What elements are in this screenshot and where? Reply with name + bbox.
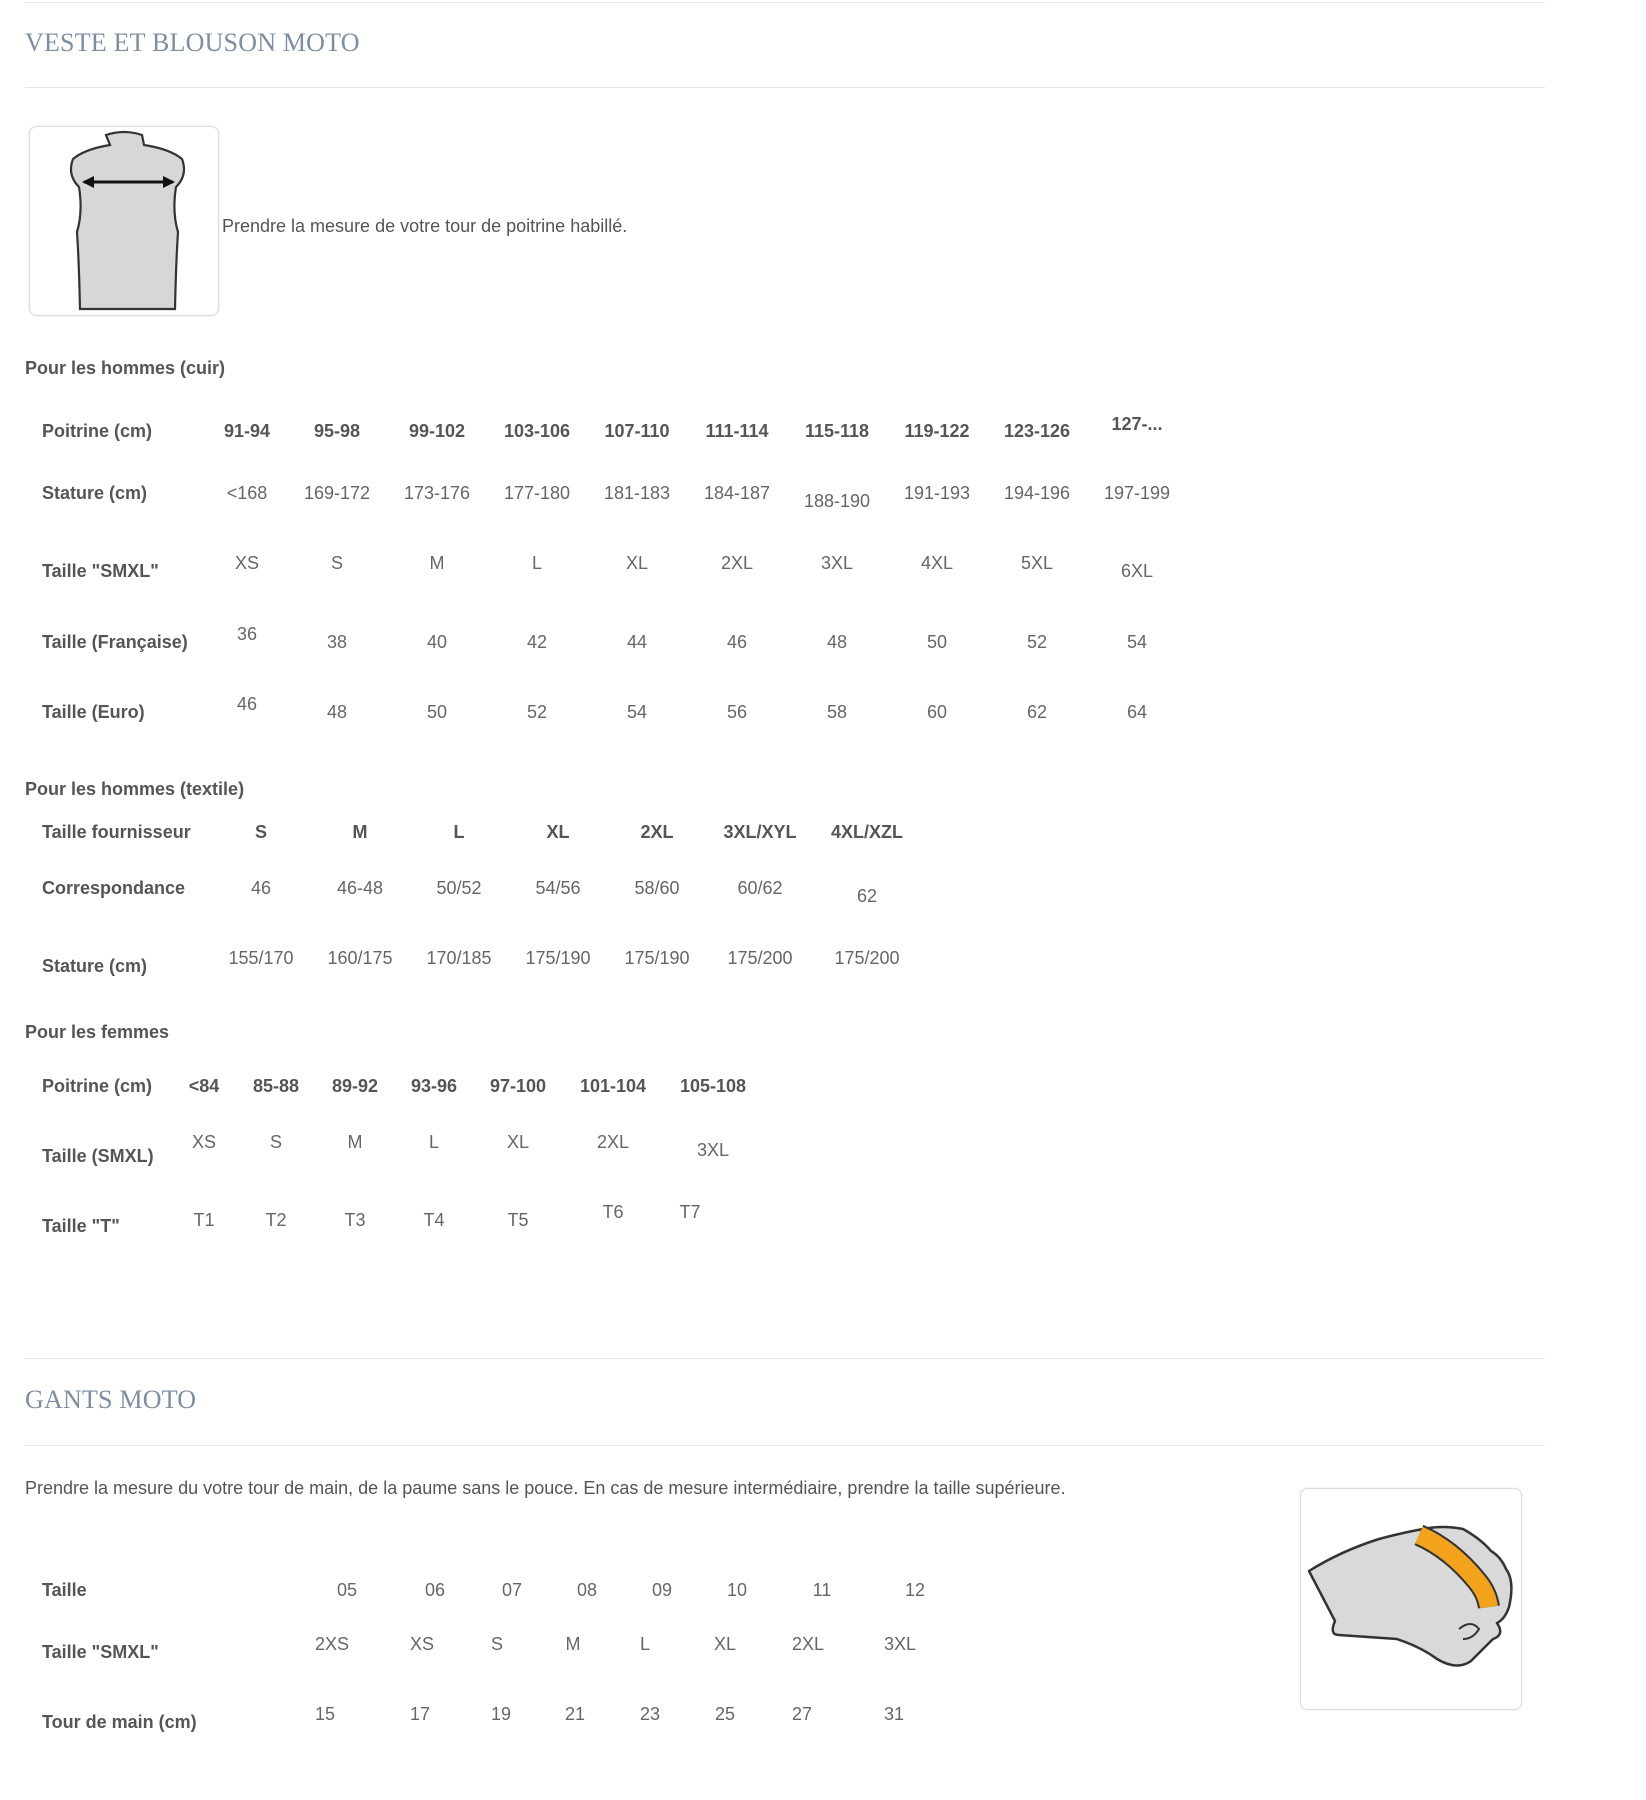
table-cell: 54 <box>1126 632 1148 652</box>
table-cell: T5 <box>507 1210 529 1230</box>
men-textile-title: Pour les hommes (textile) <box>25 779 245 799</box>
table-cell: 17 <box>409 1704 431 1724</box>
table-cell: 169-172 <box>303 483 371 503</box>
table-cell: 50 <box>926 632 948 652</box>
gloves-instruction: Prendre la mesure du votre tour de main, de la paume sans le pouce. En cas de mesure intermédiaire, prendre la taille supérieure. <box>25 1478 1066 1498</box>
table-cell: 12 <box>904 1580 926 1600</box>
table-cell: 103-106 <box>503 421 571 441</box>
table-cell: 115-118 <box>804 421 870 441</box>
row-label-correspondence: Correspondance <box>42 878 186 898</box>
table-cell: L <box>639 1634 651 1654</box>
men-leather-title: Pour les hommes (cuir) <box>25 358 226 378</box>
table-cell: 23 <box>639 1704 661 1724</box>
table-cell: 6XL <box>1120 561 1154 581</box>
table-cell: 175/190 <box>525 948 591 968</box>
table-cell: 2XL <box>720 553 754 573</box>
table-cell: 3XL/XYL <box>723 822 797 842</box>
table-cell: 188-190 <box>803 491 871 511</box>
table-cell: M <box>347 1132 363 1152</box>
row-label-supplier-size: Taille fournisseur <box>42 822 191 842</box>
table-cell: 10 <box>726 1580 748 1600</box>
women-title: Pour les femmes <box>25 1022 170 1042</box>
table-cell: 06 <box>424 1580 446 1600</box>
table-cell: 15 <box>314 1704 336 1724</box>
table-cell: 62 <box>1026 702 1048 722</box>
table-cell: 127-... <box>1111 414 1163 434</box>
table-cell: L <box>531 553 543 573</box>
table-cell: 46-48 <box>336 878 384 898</box>
table-cell: L <box>453 822 465 842</box>
row-label-smxl: Taille (SMXL) <box>42 1146 154 1166</box>
table-cell: 105-108 <box>679 1076 747 1096</box>
table-cell: 85-88 <box>252 1076 300 1096</box>
table-cell: 2XL <box>596 1132 630 1152</box>
hand-measure-image <box>1300 1488 1522 1710</box>
table-cell: 97-100 <box>489 1076 547 1096</box>
table-cell: 36 <box>236 624 258 644</box>
table-cell: 175/200 <box>834 948 900 968</box>
table-cell: 54/56 <box>535 878 581 898</box>
row-label-stature: Stature (cm) <box>42 483 148 503</box>
table-cell: 44 <box>626 632 648 652</box>
table-cell: XL <box>506 1132 530 1152</box>
table-cell: 05 <box>336 1580 358 1600</box>
table-cell: 46 <box>726 632 748 652</box>
table-cell: 177-180 <box>503 483 571 503</box>
row-label-chest: Poitrine (cm) <box>42 1076 153 1096</box>
table-cell: 181-183 <box>603 483 671 503</box>
table-cell: 11 <box>812 1580 832 1600</box>
table-cell: 21 <box>564 1704 586 1724</box>
table-cell: M <box>565 1634 581 1654</box>
hand-measure-icon <box>1301 1489 1521 1709</box>
table-cell: 58 <box>826 702 848 722</box>
table-cell: 46 <box>236 694 258 714</box>
table-cell: 99-102 <box>408 421 466 441</box>
row-label-smxl: Taille "SMXL" <box>42 561 159 581</box>
table-cell: <168 <box>226 483 268 503</box>
table-cell: 2XL <box>791 1634 825 1654</box>
table-cell: <84 <box>188 1076 220 1096</box>
gloves-title-divider <box>25 1445 1545 1446</box>
table-cell: 91-94 <box>223 421 271 441</box>
table-cell: 38 <box>326 632 348 652</box>
table-cell: 48 <box>326 702 348 722</box>
table-cell: 60 <box>926 702 948 722</box>
table-cell: 42 <box>526 632 548 652</box>
jacket-title-divider <box>25 87 1545 88</box>
table-cell: XL <box>625 553 649 573</box>
row-label-fr: Taille (Française) <box>42 632 188 652</box>
table-cell: 155/170 <box>228 948 294 968</box>
table-cell: 160/175 <box>327 948 393 968</box>
table-cell: 64 <box>1126 702 1148 722</box>
table-cell: 25 <box>714 1704 736 1724</box>
table-cell: 2XS <box>314 1634 350 1654</box>
table-cell: T6 <box>602 1202 624 1222</box>
table-cell: 4XL/XZL <box>830 822 904 842</box>
table-cell: 123-126 <box>1003 421 1071 441</box>
table-cell: T1 <box>193 1210 215 1230</box>
table-cell: 191-193 <box>903 483 971 503</box>
table-cell: 27 <box>791 1704 813 1724</box>
table-cell: 19 <box>490 1704 512 1724</box>
table-cell: 3XL <box>883 1634 917 1654</box>
table-cell: T4 <box>423 1210 445 1230</box>
row-label-t-size: Taille "T" <box>42 1216 120 1236</box>
table-cell: M <box>429 553 445 573</box>
table-cell: M <box>352 822 368 842</box>
table-cell: 31 <box>883 1704 905 1724</box>
table-cell: S <box>330 553 344 573</box>
table-cell: L <box>428 1132 440 1152</box>
table-cell: 89-92 <box>331 1076 379 1096</box>
table-cell: 48 <box>826 632 848 652</box>
table-cell: S <box>269 1132 283 1152</box>
table-cell: 93-96 <box>410 1076 458 1096</box>
table-cell: XS <box>234 553 260 573</box>
table-cell: 194-196 <box>1003 483 1071 503</box>
row-label-size: Taille <box>42 1580 87 1600</box>
table-cell: 197-199 <box>1103 483 1171 503</box>
table-cell: 08 <box>576 1580 598 1600</box>
row-label-euro: Taille (Euro) <box>42 702 145 722</box>
table-cell: 50 <box>426 702 448 722</box>
table-cell: 4XL <box>920 553 954 573</box>
table-cell: 173-176 <box>403 483 471 503</box>
row-label-smxl: Taille "SMXL" <box>42 1642 159 1662</box>
top-divider <box>25 2 1545 3</box>
table-cell: 175/200 <box>727 948 793 968</box>
table-cell: T7 <box>679 1202 701 1222</box>
table-cell: 46 <box>250 878 272 898</box>
table-cell: 09 <box>651 1580 673 1600</box>
table-cell: T3 <box>344 1210 366 1230</box>
table-cell: XL <box>713 1634 737 1654</box>
torso-chest-measure-icon <box>30 127 218 315</box>
row-label-hand-circ: Tour de main (cm) <box>42 1712 197 1732</box>
table-cell: XS <box>191 1132 217 1152</box>
row-label-chest: Poitrine (cm) <box>42 421 153 441</box>
table-cell: 101-104 <box>579 1076 647 1096</box>
table-cell: 56 <box>726 702 748 722</box>
table-cell: 3XL <box>696 1140 730 1160</box>
table-cell: T2 <box>265 1210 287 1230</box>
table-cell: 52 <box>526 702 548 722</box>
table-cell: 58/60 <box>634 878 680 898</box>
table-cell: 95-98 <box>313 421 361 441</box>
table-cell: 52 <box>1026 632 1048 652</box>
table-cell: 170/185 <box>426 948 492 968</box>
table-cell: S <box>254 822 268 842</box>
gloves-top-divider <box>25 1358 1545 1359</box>
table-cell: 3XL <box>820 553 854 573</box>
table-cell: 60/62 <box>737 878 783 898</box>
table-cell: XS <box>409 1634 435 1654</box>
table-cell: 07 <box>501 1580 523 1600</box>
table-cell: 5XL <box>1020 553 1054 573</box>
jacket-section-title: VESTE ET BLOUSON MOTO <box>25 28 360 57</box>
table-cell: S <box>490 1634 504 1654</box>
jacket-instruction: Prendre la mesure de votre tour de poitrine habillé. <box>222 216 628 236</box>
table-cell: 62 <box>856 886 878 906</box>
table-cell: 2XL <box>640 822 674 842</box>
table-cell: 175/190 <box>624 948 690 968</box>
table-cell: 119-122 <box>904 421 970 441</box>
table-cell: 40 <box>426 632 448 652</box>
table-cell: 111-114 <box>705 421 769 441</box>
torso-measure-image <box>29 126 219 316</box>
table-cell: XL <box>546 822 570 842</box>
table-cell: 107-110 <box>604 421 670 441</box>
table-cell: 54 <box>626 702 648 722</box>
table-cell: 50/52 <box>436 878 482 898</box>
table-cell: 184-187 <box>703 483 771 503</box>
row-label-stature: Stature (cm) <box>42 956 148 976</box>
gloves-section-title: GANTS MOTO <box>25 1385 197 1414</box>
